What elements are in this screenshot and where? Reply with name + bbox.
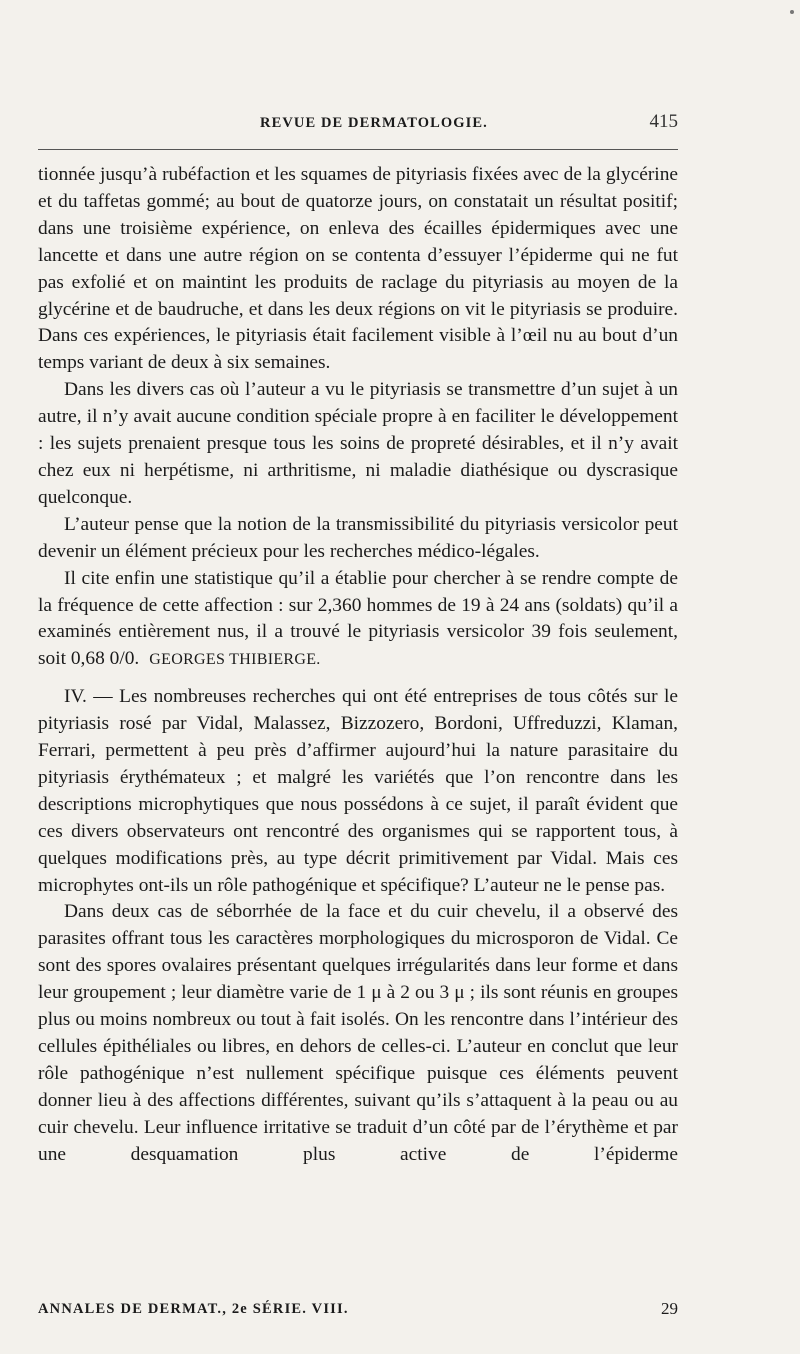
- header-rule: [38, 149, 678, 150]
- footer-journal-reference: ANNALES DE DERMAT., 2e SÉRIE. VIII.: [38, 1301, 349, 1317]
- running-title: REVUE DE DERMATOLOGIE.: [260, 115, 488, 131]
- paragraph-continuation: tionnée jusqu’à rubéfaction et les squames de pityriasis fixées avec de la glycérine et du taffetas gommé; au bout de quatorze jours, on constatait un résultat positif; dans une troisième expérience, on enleva des écailles épidermiques avec une lancette et dans une autre région on se contenta d’essuyer l’épiderme qui ne fut pas exfolié et on maintint les produits de raclage du pityriasis au moyen de la glycérine et de baudruche, et dans les deux régions on vit le pityriasis se produire. Dans ces expériences, le pityriasis était facilement visible à l’œil nu au bout d’un temps variant de deux à six semaines.: [38, 164, 678, 374]
- footer-signature-number: 29: [661, 1299, 678, 1318]
- paragraph-transmission-cases: Dans les divers cas où l’auteur a vu le pityriasis se transmettre d’un sujet à un autre, il n’y avait aucune condition spéciale propre à en faciliter le développement : les sujets prenaient presque tous les soins de propreté désirables, et il n’y avait chez eux ni herpétisme, ni arthritisme, ni maladie diathésique ou dyscrasique quelconque.: [38, 379, 678, 508]
- paper-speck: [790, 10, 794, 14]
- paragraph-medico-legal: L’auteur pense que la notion de la transmissibilité du pityriasis versicolor peut devenir un élément précieux pour les recherches médico-légales.: [38, 513, 678, 562]
- page-number: 415: [649, 111, 678, 132]
- body-text: [38, 162, 678, 1169]
- paragraph-statistics: [38, 566, 678, 675]
- paragraph-section-iv: IV. — Les nombreuses recherches qui ont été entreprises de tous côtés sur le pityriasis rosé par Vidal, Malassez, Bizzozero, Bordoni, Uffreduzzi, Klaman, Ferrari, permettent à peu près d’affirmer aujourd’hui la nature parasitaire du pityriasis érythémateux ; et malgré les variétés que l’on rencontre dans les descriptions microphytiques que nous possédons à ce sujet, il paraît évident que ces divers observateurs ont rencontré des organismes qui se rapportent tous, à quelques modifications près, au type décrit primitivement par Vidal. Mais ces microphytes ont-ils un rôle pathogénique et spécifique? L’auteur ne le pense pas.: [38, 686, 678, 896]
- running-head: [38, 111, 678, 139]
- page-footer: [38, 1301, 678, 1321]
- paragraph-seborrhea: Dans deux cas de séborrhée de la face et du cuir chevelu, il a observé des parasites offrant tous les caractères morphologiques du microsporon de Vidal. Ce sont des spores ovalaires présentant quelques irrégularités dans leur forme et dans leur groupement ; leur diamètre varie de 1 μ à 2 ou 3 μ ; ils sont réunis en groupes plus ou moins nombreux ou tout à fait isolés. On les rencontre dans l’intérieur des cellules épithéliales ou libres, en dehors de celles-ci. L’auteur en conclut que leur rôle pathogénique n’est nullement spécifique puisque ces éléments peuvent donner lieu à des affections différentes, suivant qu’ils s’attaquent à la peau ou au cuir chevelu. Leur influence irritative se traduit d’un côté par de l’érythème et par une desquamation plus active de l’épiderme: [38, 901, 678, 1165]
- statistics-text: Il cite enfin une statistique qu’il a établie pour chercher à se rendre compte de la fréquence de cette affection : sur 2,360 hommes de 19 à 24 ans (soldats) qu’il a examinés entièrement nus, il a trouvé le pityriasis versicolor 39 fois seulement, soit 0,68 0/0.: [38, 567, 678, 670]
- document-page: [38, 0, 678, 1354]
- author-signature: GEORGES THIBIERGE.: [149, 651, 321, 669]
